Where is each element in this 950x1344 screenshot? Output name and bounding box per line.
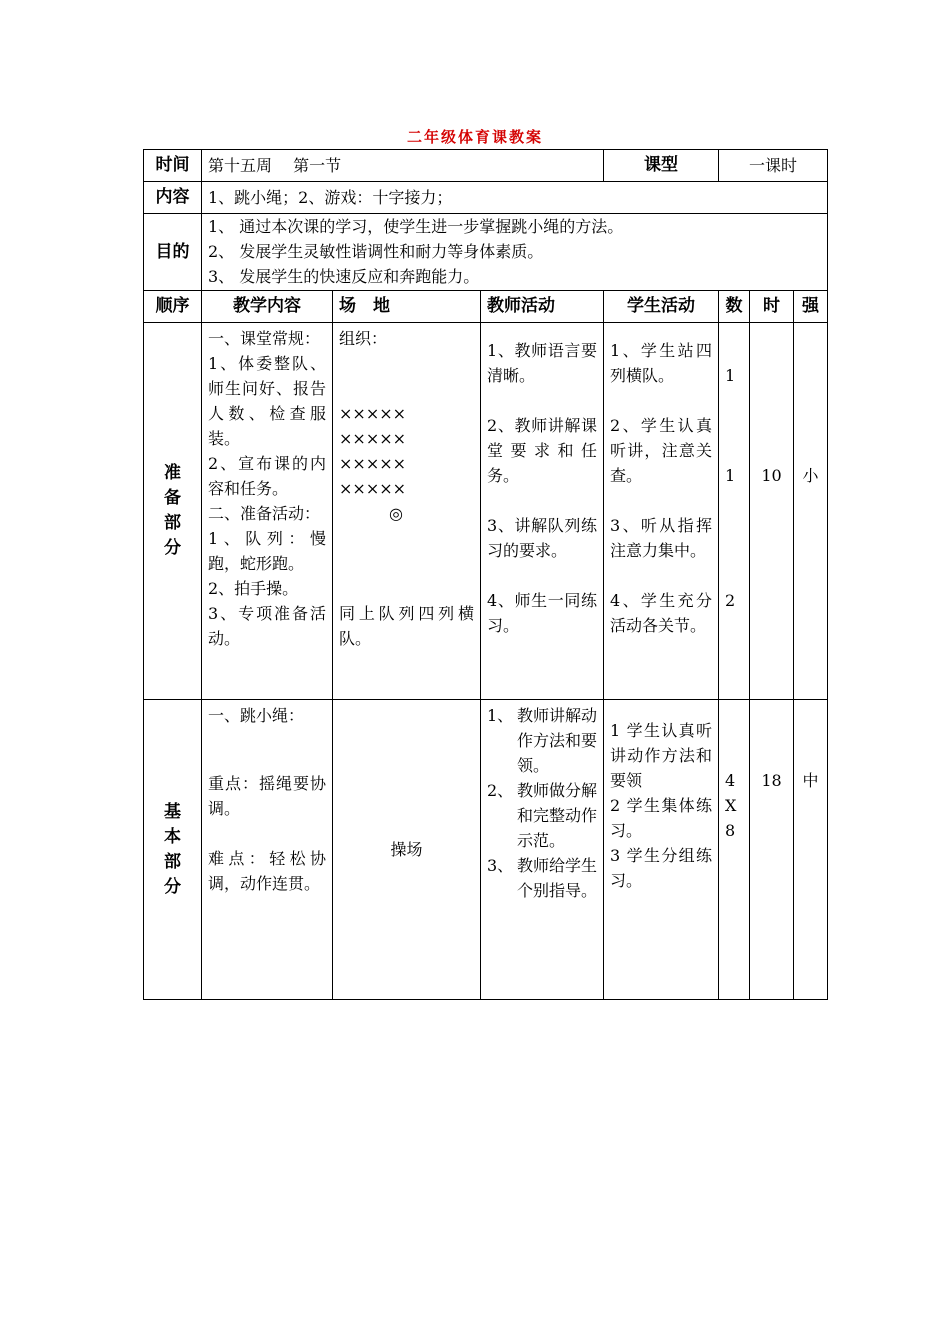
formation-row: ××××× <box>339 479 407 498</box>
list-item: 1、 教师讲解动作方法和要领。 <box>487 706 598 775</box>
type-label: 课型 <box>604 150 719 182</box>
prep-time: 10 <box>750 323 794 700</box>
col-count: 数 <box>719 291 750 323</box>
col-intensity: 强 <box>794 291 828 323</box>
type-value: 一课时 <box>719 150 828 182</box>
col-teaching: 教学内容 <box>202 291 333 323</box>
col-time: 时 <box>750 291 794 323</box>
goal-item: 2、 发展学生灵敏性谐调性和耐力等身体素质。 <box>208 242 544 261</box>
formation-row: ××××× <box>339 429 407 448</box>
goals-list <box>202 214 828 291</box>
lesson-plan-table <box>143 149 828 1000</box>
prep-section-label: 准 备 部 分 <box>144 323 202 700</box>
goal-item: 3、 发展学生的快速反应和奔跑能力。 <box>208 267 480 286</box>
prep-student: 1、学生站四列横队。 2、学生认真听讲，注意关查。 3、听从指挥注意力集中。 4、学生充分活动各关节。 <box>604 323 719 700</box>
time-label: 时间 <box>144 150 202 182</box>
list-item: 2、 教师做分解和完整动作示范。 <box>487 781 598 850</box>
formation-row: ××××× <box>339 454 407 473</box>
teacher-position-mark: ◎ <box>389 504 403 523</box>
basic-intensity: 中 <box>794 700 828 1000</box>
prep-venue <box>333 323 481 700</box>
basic-count: 4 X 8 <box>719 700 750 1000</box>
list-item: 3、 教师给学生个别指导。 <box>487 856 598 900</box>
venue-note: 同上队列四列横队。 <box>339 604 474 648</box>
content-label: 内容 <box>144 182 202 214</box>
goals-label: 目的 <box>144 214 202 291</box>
col-teacher: 教师活动 <box>481 291 604 323</box>
basic-venue: 操场 <box>333 700 481 1000</box>
prep-teaching: 一、课堂常规： 1、体委整队、师生问好、报告人数、检查服装。 2、宣布课的内容和任务。 二、准备活动： 1、队列：慢跑，蛇形跑。 2、拍手操。 3、专项准备活动。 <box>202 323 333 700</box>
basic-teacher <box>481 700 604 1000</box>
basic-teaching: 一、跳小绳： 重点：摇绳要协调。 难点：轻松协调，动作连贯。 <box>202 700 333 1000</box>
page-title: 二年级体育课教案 <box>406 128 543 146</box>
content-value: 1、跳小绳；2、游戏：十字接力； <box>202 182 828 214</box>
formation-row: ××××× <box>339 404 407 423</box>
time-value: 第十五周 第一节 <box>202 150 604 182</box>
col-order: 顺序 <box>144 291 202 323</box>
prep-count: 1 1 2 <box>719 323 750 700</box>
col-venue: 场 地 <box>333 291 481 323</box>
basic-student: 1 学生认真听讲动作方法和要领 2 学生集体练习。 3 学生分组练习。 <box>604 700 719 1000</box>
prep-teacher: 1、教师语言要清晰。 2、教师讲解课堂要求和任务。 3、讲解队列练习的要求。 4、师生一同练习。 <box>481 323 604 700</box>
basic-section-label: 基 本 部 分 <box>144 700 202 1000</box>
col-student: 学生活动 <box>604 291 719 323</box>
basic-time: 18 <box>750 700 794 1000</box>
prep-intensity: 小 <box>794 323 828 700</box>
goal-item: 1、 通过本次课的学习，使学生进一步掌握跳小绳的方法。 <box>208 217 624 236</box>
venue-organization: 组织： <box>339 329 388 348</box>
